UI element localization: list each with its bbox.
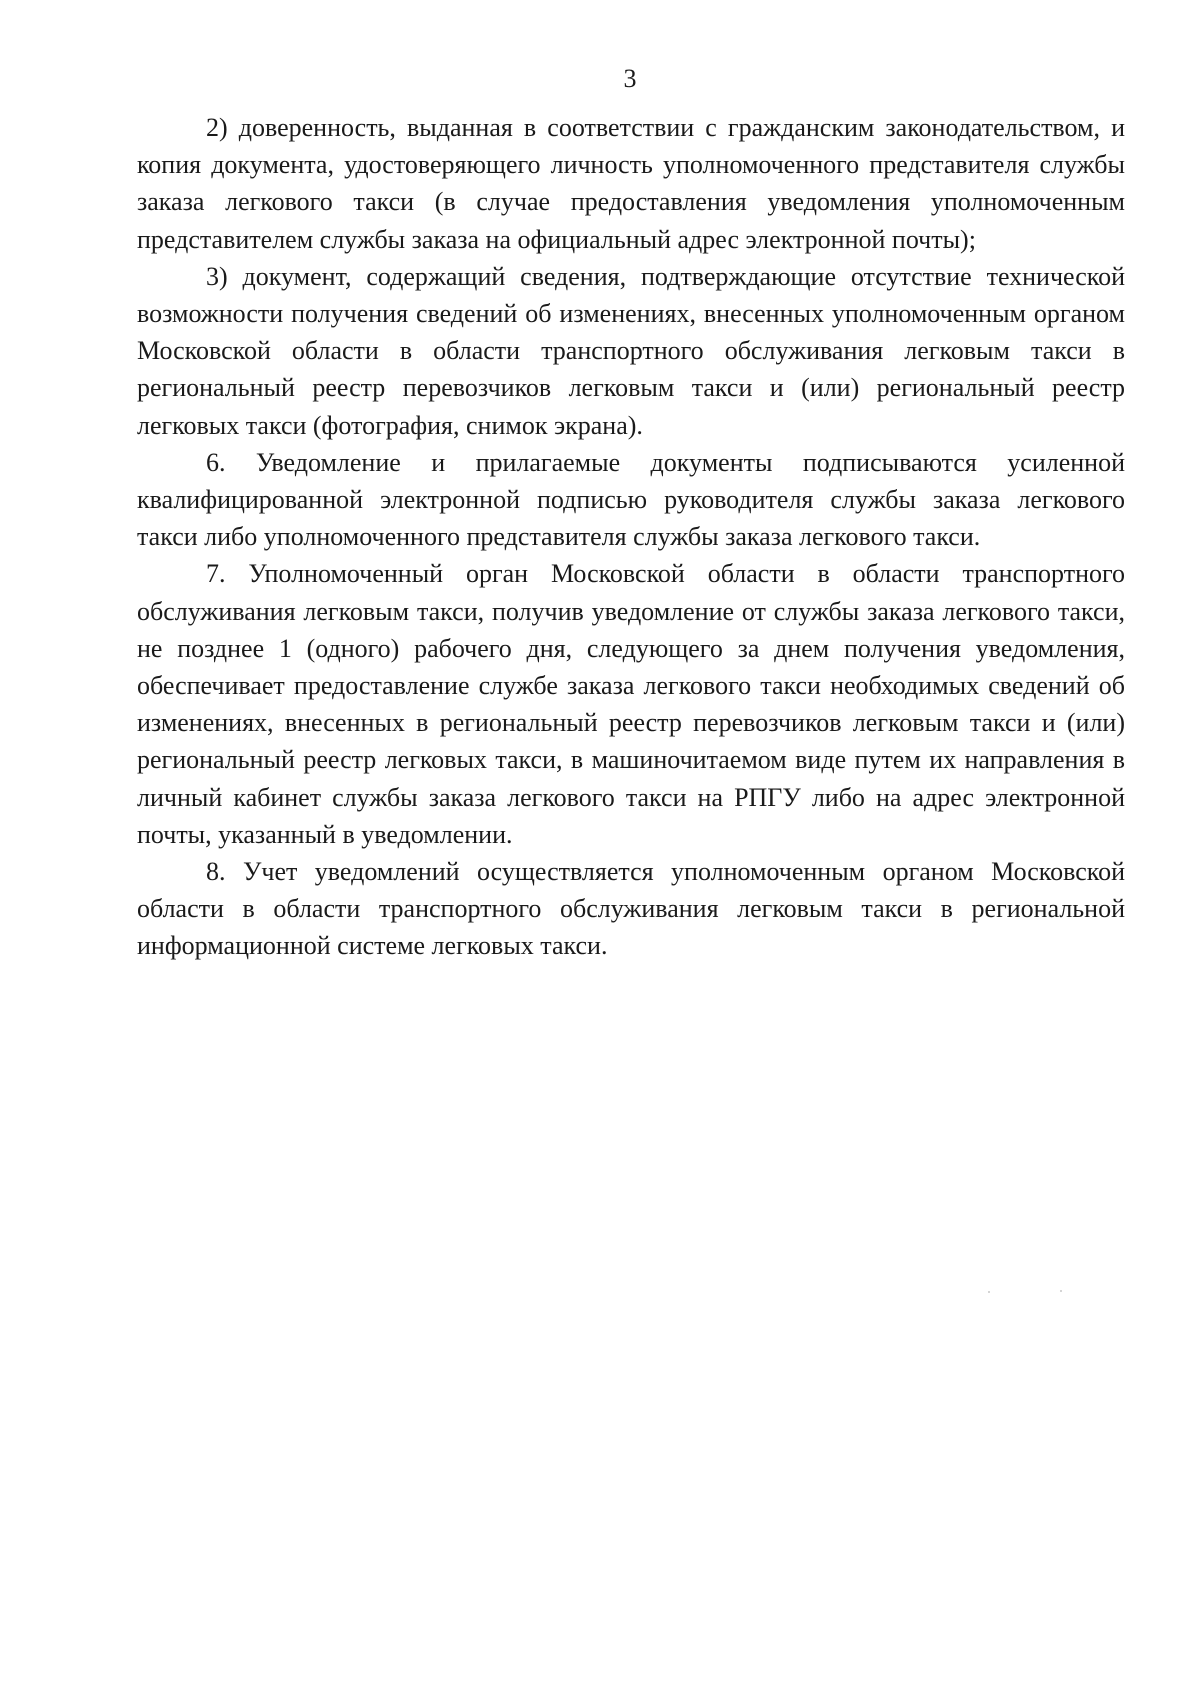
scan-artifact-dots (980, 1290, 1080, 1294)
paragraph-clause-8-notification-record: 8. Учет уведомлений осуществляется уполномоченным органом Московской области в области транспортного обслуживания легковым такси в региональной информационной системе легковых такси. (137, 857, 1125, 961)
paragraph-clause-7-authority-duties: 7. Уполномоченный орган Московской области в области транспортного обслуживания легковым такси, получив уведомление от службы заказа легкового такси, не позднее 1 (одного) рабочего дня, следующего за днем получения уведомления, обеспечивает предоставление службе заказа легкового такси необходимых сведений об изменениях, внесенных в региональный реестр перевозчиков легковым такси и (или) региональный реестр легковых такси, в машиночитаемом виде путем их направления в личный кабинет службы заказа легкового такси на РПГУ либо на адрес электронной почты, указанный в уведомлении. (137, 559, 1125, 849)
scan-dot (988, 1291, 990, 1293)
paragraph-clause-6-signature: 6. Уведомление и прилагаемые документы подписываются усиленной квалифицированной электронной подписью руководителя службы заказа легкового такси либо уполномоченного представителя службы заказа легкового такси. (137, 447, 1125, 552)
page-number: 3 (623, 64, 637, 93)
paragraph-item-3-technical-impossibility: 3) документ, содержащий сведения, подтверждающие отсутствие технической возможности получения сведений об изменениях, внесенных уполномоченным органом Московской области в области транспортного обслуживания легковым такси в региональный реестр перевозчиков легковым такси и (или) региональный реестр легковых такси (фотография, снимок экрана). (137, 261, 1125, 440)
document-body (137, 109, 1125, 965)
paragraph-item-2-power-of-attorney: 2) доверенность, выданная в соответствии с гражданским законодательством, и копия документа, удостоверяющего личность уполномоченного представителя службы заказа легкового такси (в случае предоставления уведомления уполномоченным представителем службы заказа на официальный адрес электронной почты); (137, 113, 1125, 254)
scan-dot (1060, 1290, 1062, 1292)
